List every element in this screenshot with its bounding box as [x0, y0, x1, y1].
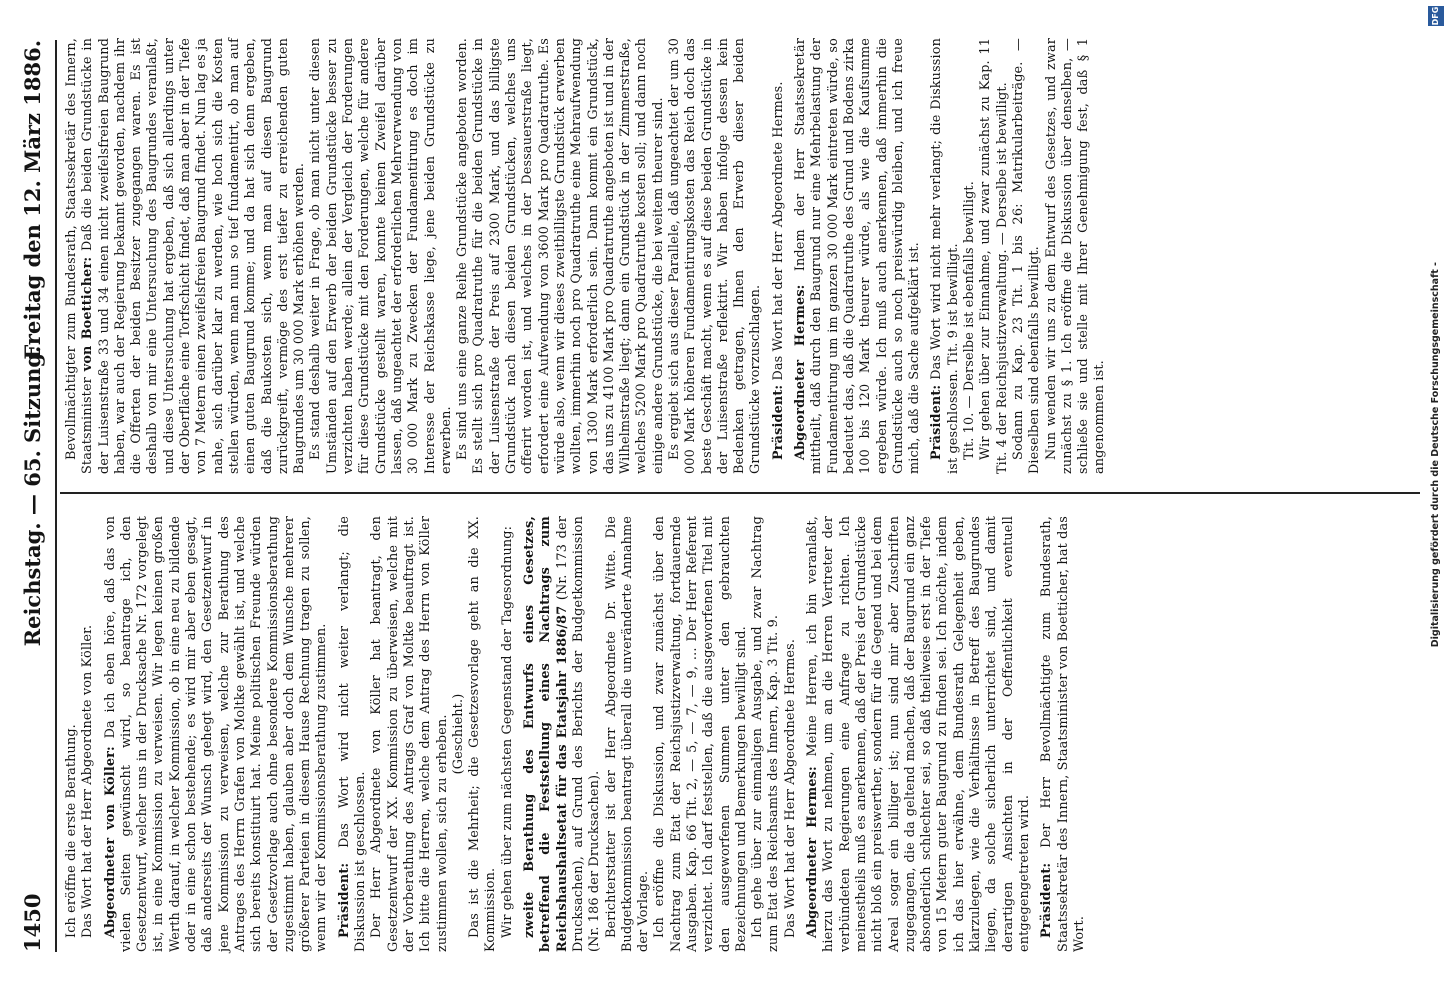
- session-date: Freitag den 12. März 1886.: [20, 40, 45, 360]
- speaker-name: Präsident:: [1039, 862, 1055, 938]
- speaker-name: Abgeordneter Hermes:: [793, 284, 809, 460]
- speech-text: Das Wort wird nicht mehr verlangt; die Diskussion ist geschlossen. Tit. 9 ist bewilligt.: [929, 38, 961, 474]
- speaker-name: Präsident:: [929, 384, 945, 460]
- speech-paragraph: [337, 516, 370, 952]
- paragraph: Wir gehen über zur Einnahme, und zwar zunächst zu Kap. 11 Tit. 4 der Reichsjustizverwaltung. — Derselbe ist bewilligt.: [978, 38, 1010, 474]
- speaker-name: von Boetticher:: [80, 256, 96, 372]
- speaker-name: Abgeordneter von Köller:: [102, 746, 118, 938]
- paragraph: Das ist die Mehrheit; die Gesetzesvorlage geht an die XX. Kommission.: [467, 516, 499, 952]
- right-column: [64, 38, 1109, 474]
- page-number: 1450: [20, 893, 45, 952]
- paragraph: Der Herr Abgeordnete von Köller hat beantragt, den Gesetzentwurf der XX. Kommission zu überweisen, welche mit der Vorberathung des Antrags Graf von Moltke beauftragt ist. Ich bitte die Herren, welche dem Antrag des Herrn von Köller zustimmen wollen, sich zu erheben.: [369, 516, 450, 952]
- speaker-name: Präsident:: [336, 862, 352, 938]
- paragraph: Sodann zu Kap. 23 Tit. 1 bis 26: Matrikularbeiträge. — Dieselben sind ebenfalls bewilligt.: [1010, 38, 1043, 474]
- speech-paragraph: [805, 516, 1033, 952]
- speech-paragraph: [64, 38, 308, 474]
- paragraph: Berichterstatter ist der Herr Abgeordnete Dr. Witte. Die Budgetkommission beantragt überall die unveränderte Annahme der Vorlage.: [603, 516, 652, 952]
- paragraph: Ich eröffne die Diskussion, und zwar zunächst über den Nachtrag zum Etat der Reichsjustizverwaltung, fortdauernde Ausgaben. Kap. 66 Tit. 2, — 5, — 7, — 9, ... Der Herr Referent verzichtet. Ich darf feststellen, daß die ausgeworfenen Titel mit den ausgeworfenen Summen unter den gebrauchten Bezeichnungen und Bemerkungen bewilligt sind.: [652, 516, 749, 952]
- digitization-note: [1428, 0, 1446, 1000]
- speaker-title: Bevollmächtigter zum Bundesrath, Staatssekretär des Innern, Staatsminister: [64, 38, 96, 474]
- stage-direction: (Geschieht.): [450, 693, 466, 775]
- speech-text: Daß die beiden Grundstücke in der Luisenstraße 33 und 34 einen nicht zweifelsfreien Baugrund haben, war auch der Regierung bekannt geworden, nachdem ihr die Offerten der beiden Besitzer zugegangen waren. Es ist deshalb von mir eine Untersuchung des Baugrundes veranlaßt, und diese Untersuchung hat ergeben, daß sich allerdings unter der Oberfläche eine Torfschicht findet, daß man aber in der Tiefe von 7 Metern einen zweifelsfreien Baugrund findet. Nun lag es ja nahe, sich darüber klar zu werden, wie hoch sich die Kosten stellen würden, wenn man nun so tief fundamentirt, ob man auf einen guten Baugrund komme; und da hat sich denn ergeben, daß die Baukosten sich, wenn man auf diesen Baugrund zurückgreift, vermöge des erst tiefer zu erreichenden guten Baugrundes um 30 000 Mark erhöhen werden.: [80, 38, 308, 474]
- agenda-title: zweite Berathung des Entwurfs eines Gesetzes, betreffend die Feststellung eines Nachtrags zum Reichshaushaltsetat für das Etatsjahr 1886/87: [522, 516, 570, 952]
- paragraph: Wir gehen über zum nächsten Gegenstand der Tagesordnung:: [499, 525, 515, 938]
- speech-text: Indem der Herr Staatssekretär mittheilt, daß durch den Baugrund nur eine Mehrbelastung der Fundamentirung um im ganzen 30 000 Mark eintreten würde, so bedeutet das, daß die Quadratruthe des Grund und Bodens zirka 100 bis 120 Mark theurer würde, als wie die Kaufsumme ergeben würde. Ich muß auch anerkennen, daß immerhin die Grundstücke auch so noch preiswürdig bleiben, und ich freue mich, daß die Sache aufgeklärt ist.: [793, 38, 923, 474]
- speech-text: Meine Herren, ich bin veranlaßt, hierzu das Wort zu nehmen, um an die Herren Vertreter der verbündeten Regierungen eine Anfrage zu richten. Ich meinestheils muß es anerkennen, daß der Preis der Grundstücke nicht bloß ein preiswerther, sondern für die Gegend und bei dem Areal sogar ein billiger ist; nun sind mir aber Zuschriften zugegangen, die da geltend machen, daß der Baugrund ein ganz absonderlich schlechter sei, so daß theilweise erst in der Tiefe von 15 Metern guter Baugrund zu finden sei. Ich möchte, indem ich das hier erwähne, dem Bundesrath Gelegenheit geben, klarzulegen, wie die Verhältnisse in Betreff des Baugrundes liegen, da solche sicherlich unterrichtet sind, und damit derartigen Ansichten in der Oeffentlichkeit eventuell entgegengetreten wird.: [805, 516, 1032, 952]
- column-divider: [60, 492, 1420, 494]
- speech-paragraph: [793, 38, 923, 474]
- paragraph: Nun wenden wir uns zu dem Entwurf des Gesetzes, und zwar zunächst zu § 1. Ich eröffne die Diskussion über denselben, — schließe sie und stelle mit Ihrer Genehmigung fest, daß § 1 angenommen ist.: [1043, 38, 1108, 474]
- paragraph: Ich gehe über zur einmaligen Ausgabe, und zwar Nachtrag zum Etat des Reichsamts des Innern, Kap. 3 Tit. 9.: [750, 516, 782, 952]
- speech-text: Das Wort hat der Herr Abgeordnete Hermes.: [770, 81, 786, 385]
- speech-text: Der Herr Bevollmächtigte zum Bundesrath, Staatssekretär des Innern, Staatsminister von Boetticher, hat das Wort.: [1039, 516, 1087, 952]
- speech-text: Das Wort wird nicht weiter verlangt; die Diskussion ist geschlossen.: [336, 516, 369, 952]
- paragraph: Tit. 10. — Derselbe ist ebenfalls bewilligt.: [962, 181, 978, 460]
- paragraph: Es sind uns eine ganze Reihe Grundstücke angeboten worden. Es stellt sich pro Quadratruthe für die beiden Grundstücke in der Luisenstraße der Preis auf 2300 Mark, und das billigste Grundstück nach diesen beiden Grundstücken, welches uns offerirt worden ist, und welches in der Dessauerstraße liegt, erfordert eine Aufwendung von 3600 Mark pro Quadratruthe. Es würde also, wenn wir dieses zweitbilligste Grundstück erwerben wollten, immerhin noch pro Quadratruthe eine Mehraufwendung von 1300 Mark erforderlich sein. Dann kommt ein Grundstück, das uns zu 4100 Mark pro Quadratruthe angeboten ist und in der Wilhelmstraße liegt; dann ein Grundstück in der Zimmerstraße, welches 5200 Mark pro Quadratruthe kosten soll; und dann noch einige andere Grundstücke, die bei weitem theurer sind.: [455, 38, 666, 474]
- dfg-logo: DFG: [1428, 6, 1444, 26]
- funding-credit: Digitalisierung gefördert durch die Deutsche Forschungsgemeinschaft -: [1430, 262, 1441, 648]
- speech-paragraph: [929, 38, 962, 474]
- paragraph: Es ergiebt sich aus dieser Parallele, daß ungeachtet der um 30 000 Mark höheren Fundamentirungskosten das Reich doch das beste Geschäft macht, wenn es auf diese beiden Grundstücke in der Luisenstraße reflektirt. Wir haben infolge dessen kein Bedenken getragen, Ihnen den Erwerb dieser beiden Grundstücke vorzuschlagen.: [666, 38, 764, 474]
- paragraph: Das Wort hat der Herr Abgeordnete von Köller.: [80, 624, 96, 938]
- session-title: Reichstag. — 65. Sitzung.: [20, 345, 45, 647]
- running-head: [20, 40, 50, 952]
- speech-paragraph: [103, 516, 331, 952]
- speech-text: Da ich eben höre, daß das von vielen Seiten gewünscht wird, so beantrage ich, den Gesetzentwurf, welcher uns in der Drucksache Nr. 172 vorgelegt ist, in eine Kommission zu verweisen. Wir legen keinen großen Werth darauf, in welcher Kommission, ob in eine neu zu bildende oder in eine schon bestehende; es wird mir aber eben gesagt, daß anderseits der Wunsch gehegt wird, den Gesetzentwurf in jene Kommission zu verweisen, welche zur Berathung des Antrages des Herrn Grafen von Moltke gewählt ist, und welche sich bereits konstituirt hat. Meine politischen Freunde würden der Gesetzvorlage auch ohne besondere Kommissionsberathung zugestimmt haben, glauben aber doch dem Wunsche mehrerer größerer Parteien in diesem Hause Rechnung tragen zu sollen, wenn wir der Kommissionsberathung zustimmen.: [102, 516, 330, 952]
- left-column: [64, 516, 1088, 952]
- speaker-name: Präsident:: [770, 384, 786, 460]
- paragraph: Ich eröffne die erste Berathung.: [64, 724, 79, 938]
- header-rule: [55, 40, 57, 952]
- speech-paragraph: [771, 38, 787, 474]
- agenda-text: (Nr. 173 der Drucksachen), auf Grund des Berichts der Budgetkommission (Nr. 186 der Drucksachen).: [554, 516, 603, 952]
- speaker-name: Abgeordneter Hermes:: [805, 766, 821, 938]
- paragraph: Das Wort hat der Herr Abgeordnete Hermes.: [782, 638, 798, 938]
- paragraph: Es stand deshalb weiter in Frage, ob man nicht unter diesen Umständen auf den Erwerb der beiden Grundstücke besser zu verzichten haben werde; allein der Vergleich der Forderungen für diese Grundstücke mit den Forderungen, welche für andere Grundstücke gestellt waren, konnte keinen Zweifel darüber lassen, daß ungeachtet der erforderlichen Mehrverwendung von 30 000 Mark zu Zwecken der Fundamentirung es doch im Interesse der Reichskasse liege, jene beiden Grundstücke zu erwerben.: [308, 38, 454, 474]
- speech-paragraph: [1039, 516, 1088, 952]
- agenda-item: [522, 516, 603, 952]
